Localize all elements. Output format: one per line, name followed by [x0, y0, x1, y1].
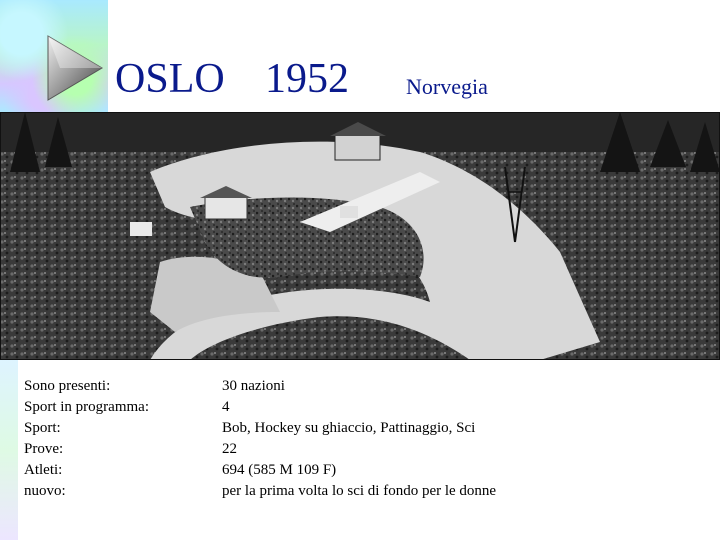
fact-value: 694 (585 M 109 F)	[222, 462, 337, 478]
fact-value: 22	[222, 441, 237, 457]
play-arrow-icon	[46, 34, 104, 102]
slide-title-year: 1952	[265, 56, 349, 102]
fact-row	[0, 481, 720, 502]
fact-row	[0, 439, 720, 460]
fact-label: Sport:	[24, 420, 61, 436]
fact-row	[0, 460, 720, 481]
fact-row	[0, 376, 720, 397]
fact-value: Bob, Hockey su ghiaccio, Pattinaggio, Sci	[222, 420, 476, 436]
fact-value: per la prima volta lo sci di fondo per le donne	[222, 483, 497, 499]
fact-label: Sono presenti:	[24, 378, 111, 394]
fact-label: nuovo:	[24, 483, 66, 499]
slide-title-country: Norvegia	[406, 74, 488, 99]
fact-label: Prove:	[24, 441, 64, 457]
fact-value: 4	[222, 399, 230, 415]
fact-value: 30 nazioni	[222, 378, 285, 394]
fact-label: Sport in programma:	[24, 399, 149, 415]
ski-jump-stadium-photo	[0, 112, 720, 360]
fact-row	[0, 397, 720, 418]
fact-label: Atleti:	[24, 462, 63, 478]
fact-row	[0, 418, 720, 439]
slide-title-city: OSLO	[115, 56, 225, 102]
